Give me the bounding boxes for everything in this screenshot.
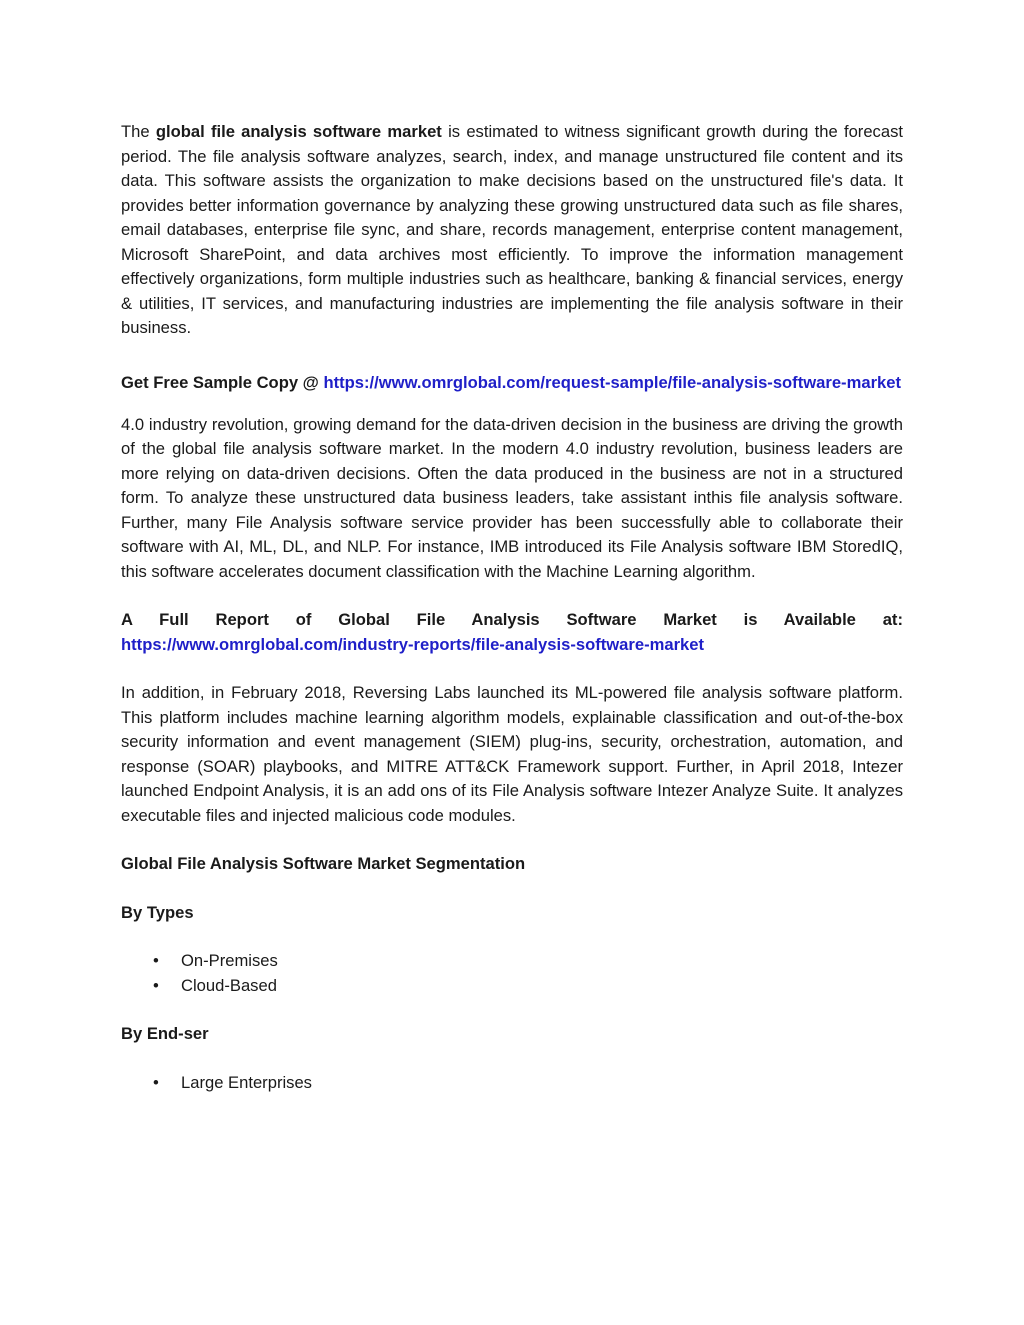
intro-bold-term: global file analysis software market: [155, 122, 442, 141]
document-page: [121, 120, 903, 1119]
segmentation-heading: Global File Analysis Software Market Segmentation: [121, 854, 526, 873]
intro-lead: The: [121, 122, 156, 141]
intro-paragraph: [121, 120, 903, 341]
sample-copy-label: Get Free Sample Copy @: [121, 372, 324, 392]
sample-copy-link[interactable]: https://www.omrglobal.com/request-sample/file-analysis-software-market: [323, 372, 902, 392]
by-types-heading: By Types: [121, 902, 194, 922]
intro-rest: is estimated to witness significant growth during the forecast period. The file analysis software analyzes, search, index, and manage unstructured file content and its data. This software assists the organization to make decisions based on the unstructured file's data. It provides better information governance by analyzing these growing unstructured data such as file shares, email databases, enterprise file sync, and share, records management, enterprise content management, Microsoft SharePoint, and data archives most efficiently. To improve the information management effectively organizations, form multiple industries such as healthcare, banking & financial services, energy & utilities, IT services, and manufacturing industries are implementing the file analysis software in their business.: [121, 122, 903, 337]
list-item: • On-Premises: [181, 949, 903, 974]
full-report-link[interactable]: https://www.omrglobal.com/industry-reports/file-analysis-software-market: [121, 634, 705, 654]
by-end-user-list: [121, 1071, 903, 1096]
reversing-labs-paragraph: In addition, in February 2018, Reversing Labs launched its ML-powered file analysis software platform. This platform includes machine learning algorithm models, explainable classification and out-of-the-box security information and event management (SIEM) plug-ins, security, orchestration, automation, and response (SOAR) playbooks, and MITRE ATT&CK Framework support. Further, in April 2018, Intezer launched Endpoint Analysis, it is an add ons of its File Analysis software Intezer Analyze Suite. It analyzes executable files and injected malicious code modules.: [121, 683, 903, 825]
list-item: • Large Enterprises: [181, 1071, 903, 1096]
by-types-list: [121, 949, 903, 998]
full-report-label: A Full Report of Global File Analysis Software Market is Available at:: [121, 610, 903, 629]
industry-revolution-paragraph: 4.0 industry revolution, growing demand for the data-driven decision in the business are driving the growth of the global file analysis software market. In the modern 4.0 industry revolution, business leaders are more relying on data-driven decisions. Often the data produced in the business are not in a structured form. To analyze these unstructured data business leaders, take assistant inthis file analysis software. Further, many File Analysis software service provider has been successfully able to collaborate their software with AI, ML, DL, and NLP. For instance, IMB introduced its File Analysis software IBM StoredIQ, this software accelerates document classification with the Machine Learning algorithm.: [121, 414, 903, 581]
by-end-user-heading: By End-ser: [121, 1024, 209, 1043]
list-item: • Cloud-Based: [181, 974, 903, 999]
sample-copy-line: [121, 365, 903, 400]
